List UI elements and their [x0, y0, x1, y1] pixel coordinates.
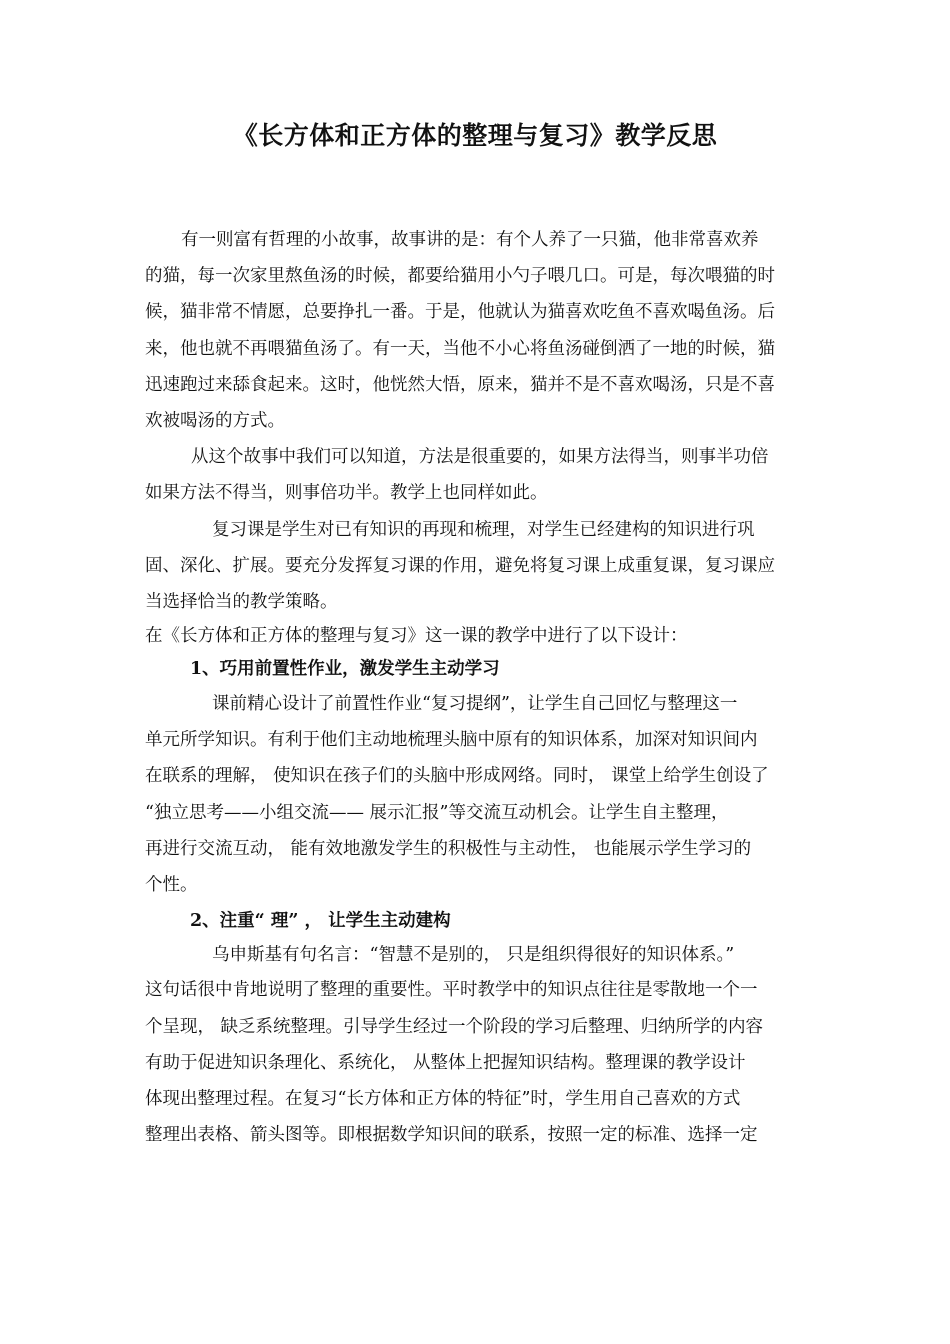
paragraph-line: 课前精心设计了前置性作业“复习提纲”，让学生自己回忆与整理这一: [212, 694, 738, 715]
document-title: 《长方体和正方体的整理与复习》教学反思: [232, 121, 718, 150]
paragraph-line: 候，猫非常不情愿，总要挣扎一番。于是，他就认为猫喜欢吃鱼不喜欢喝鱼汤。后: [145, 302, 775, 323]
paragraph-line: 体现出整理过程。在复习“长方体和正方体的特征”时，学生用自己喜欢的方式: [145, 1088, 741, 1109]
paragraph-line: 再进行交流互动， 能有效地激发学生的积极性与主动性， 也能展示学生学习的: [145, 838, 752, 859]
paragraph-line: 有助于促进知识条理化、系统化， 从整体上把握知识结构。整理课的教学设计: [145, 1052, 746, 1073]
document-body: [145, 222, 809, 1153]
section-heading: 1、巧用前置性作业，激发学生主动学习: [190, 659, 500, 680]
paragraph-line: 这句话很中肯地说明了整理的重要性。平时教学中的知识点往往是零散地一个一: [145, 980, 758, 1001]
paragraph-line: 来，他也就不再喂猫鱼汤了。有一天，当他不小心将鱼汤碰倒洒了一地的时候，猫: [145, 338, 775, 359]
paragraph-line: 如果方法不得当，则事倍功半。教学上也同样如此。: [145, 483, 548, 504]
paragraph-line: 复习课是学生对已有知识的再现和梳理，对学生已经建构的知识进行巩: [212, 519, 755, 540]
paragraph-line: 当选择恰当的教学策略。: [145, 591, 338, 612]
paragraph-line: 整理出表格、箭头图等。即根据数学知识间的联系，按照一定的标准、选择一定: [145, 1125, 758, 1146]
paragraph-line: 在联系的理解， 使知识在孩子们的头脑中形成网络。同时， 课堂上给学生创设了: [145, 766, 769, 787]
paragraph-line: 在《长方体和正方体的整理与复习》这一课的教学中进行了以下设计：: [145, 626, 688, 647]
paragraph-line: 乌申斯基有句名言：“智慧不是别的， 只是组织得很好的知识体系。”: [212, 945, 735, 966]
paragraph-line: 个呈现， 缺乏系统整理。引导学生经过一个阶段的学习后整理、归纳所学的内容: [145, 1016, 764, 1037]
paragraph-line: 固、深化、扩展。要充分发挥复习课的作用，避免将复习课上成重复课，复习课应: [145, 555, 775, 576]
paragraph-line: 迅速跑过来舔食起来。这时，他恍然大悟，原来，猫并不是不喜欢喝汤，只是不喜: [145, 374, 775, 395]
paragraph-line: 个性。: [145, 875, 198, 895]
paragraph-line: 欢被喝汤的方式。: [145, 410, 285, 431]
paragraph-line: 有一则富有哲理的小故事，故事讲的是：有个人养了一只猫，他非常喜欢养: [181, 230, 759, 250]
paragraph-line: 单元所学知识。有利于他们主动地梳理头脑中原有的知识体系，加深对知识间内: [145, 730, 758, 751]
paragraph-line: 从这个故事中我们可以知道，方法是很重要的，如果方法得当，则事半功倍: [191, 447, 769, 468]
paragraph-line: 的猫，每一次家里熬鱼汤的时候，都要给猫用小勺子喂几口。可是，每次喂猫的时: [145, 266, 775, 287]
paragraph-line: “独立思考——小组交流—— 展示汇报”等交流互动机会。让学生自主整理，: [145, 802, 729, 823]
section-heading: 2、注重“ 理” ， 让学生主动建构: [190, 911, 451, 932]
